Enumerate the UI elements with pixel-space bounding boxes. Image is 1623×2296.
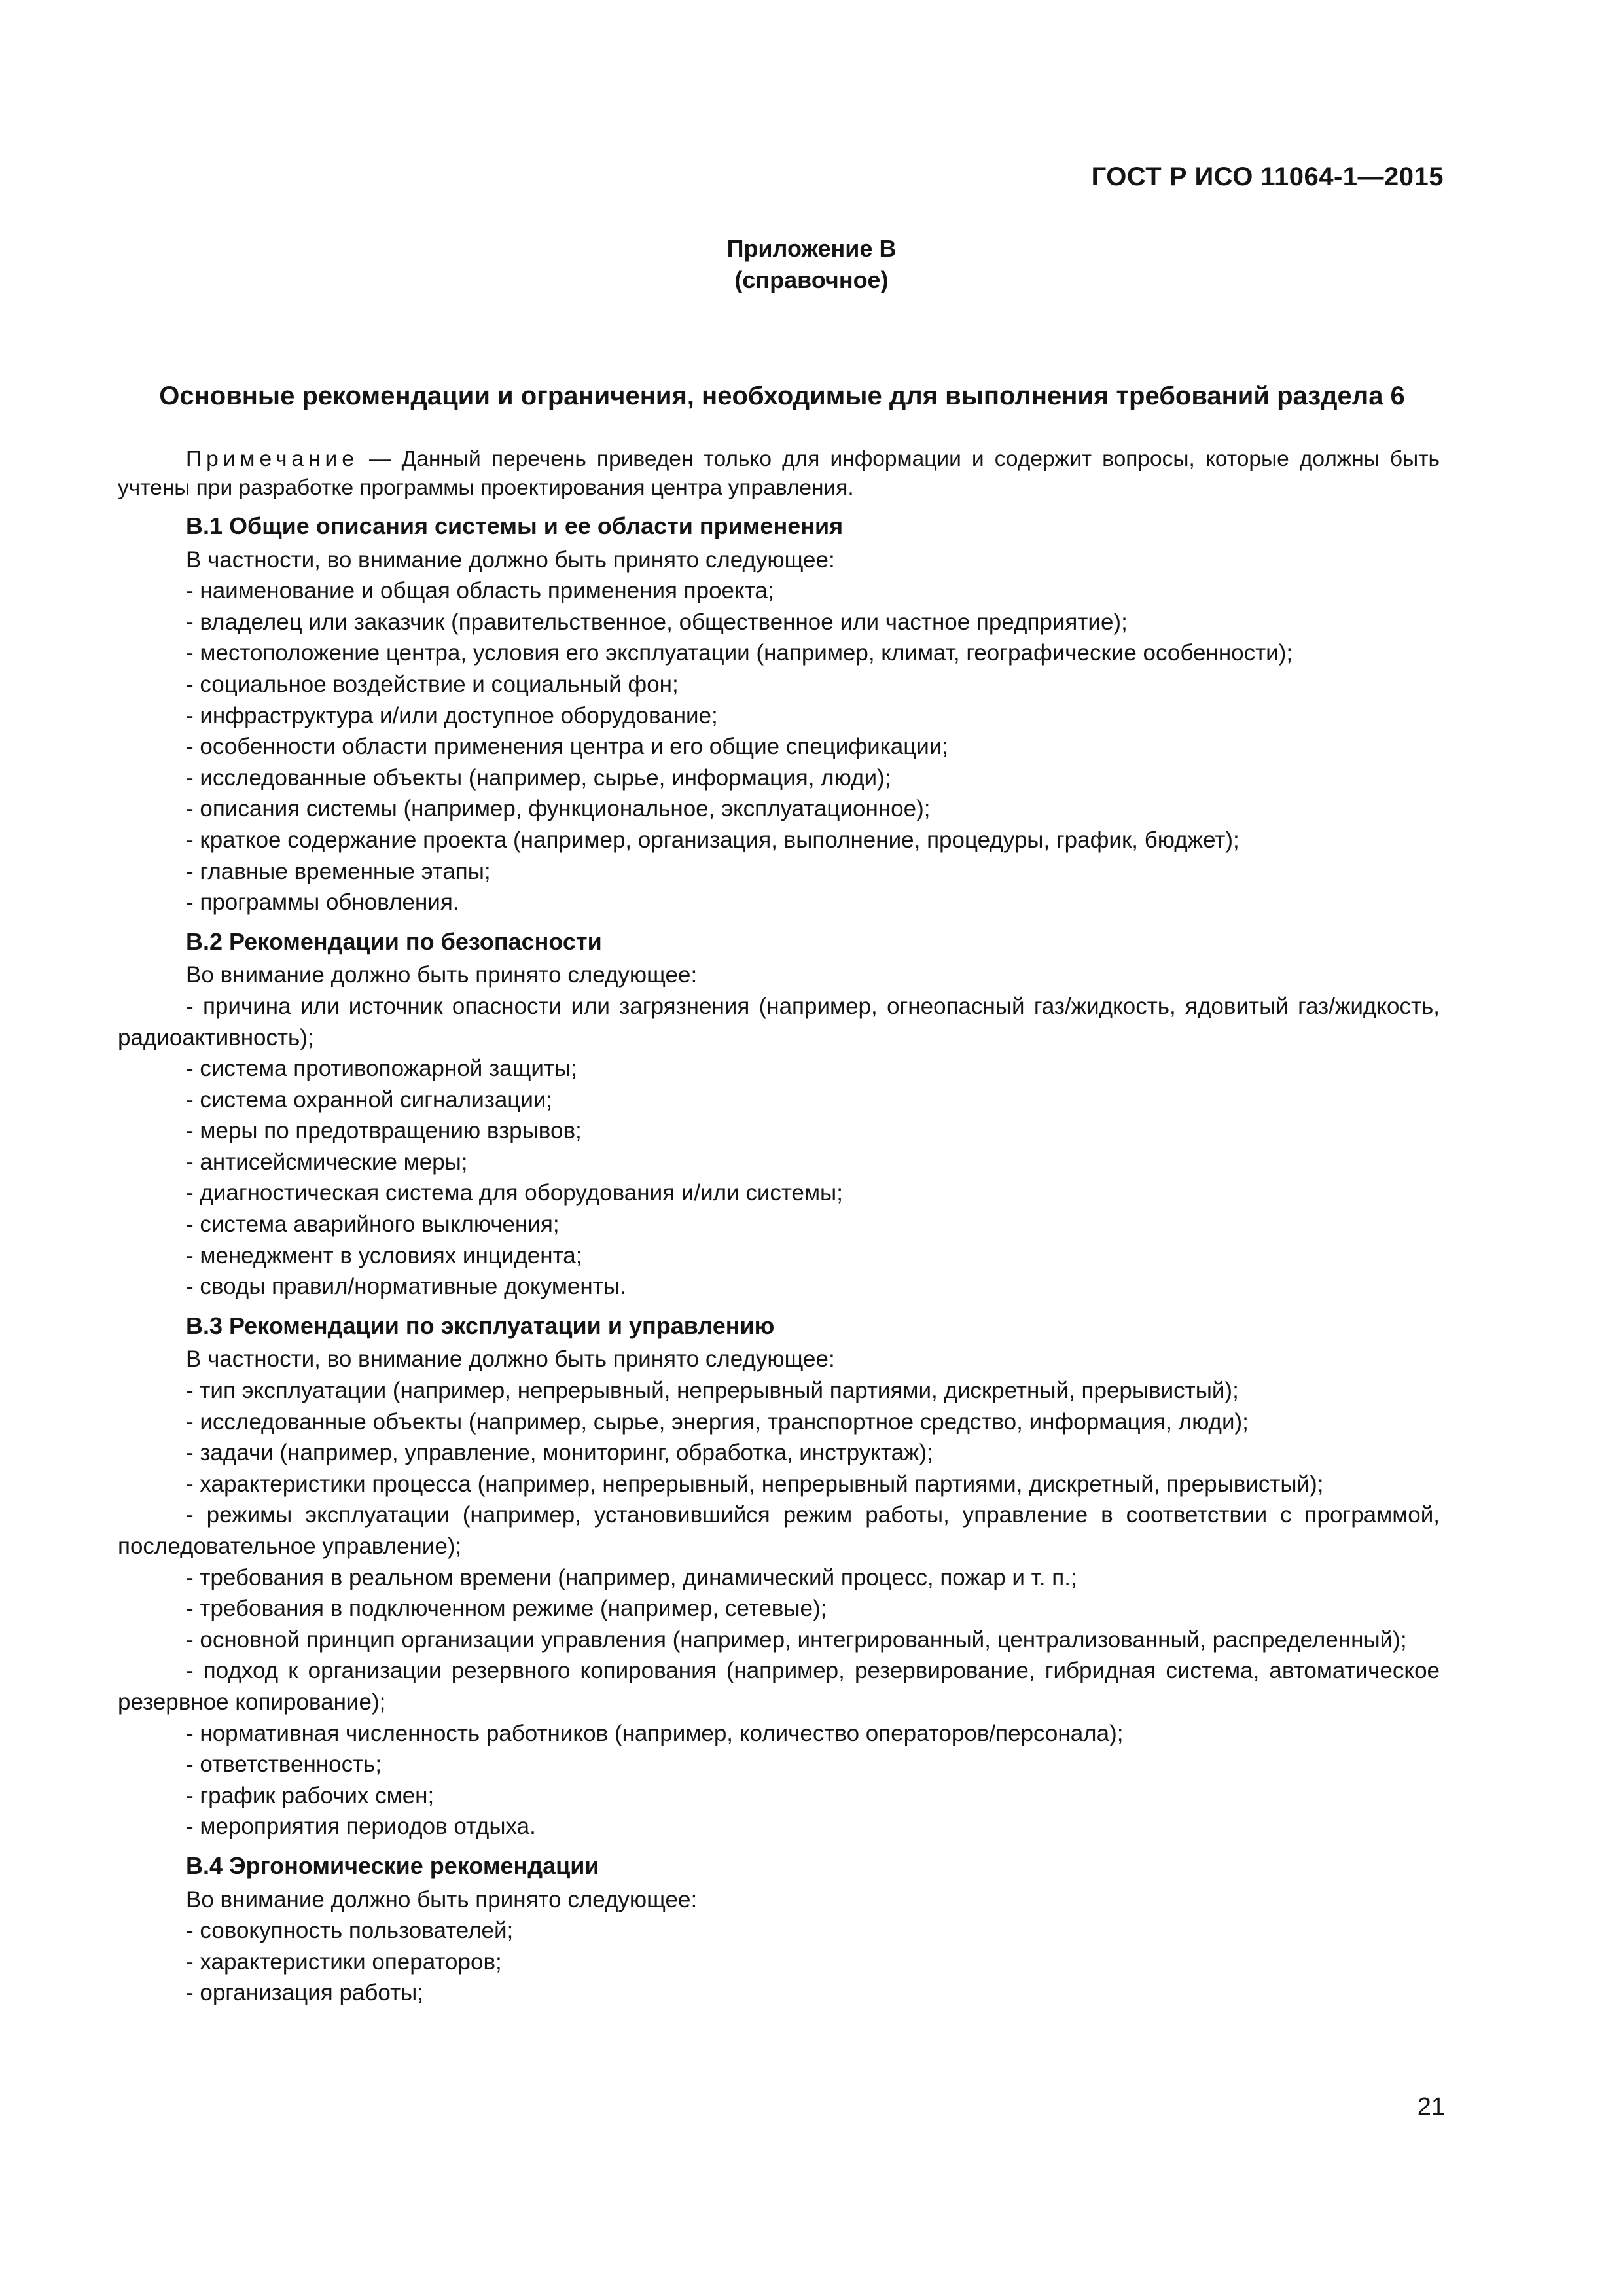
list-item: - график рабочих смен; [186, 1782, 435, 1808]
page-number: 21 [1417, 2093, 1445, 2121]
section-heading: В.1 Общие описания системы и ее области применения [186, 512, 844, 539]
list-item: - программы обновления. [186, 889, 459, 916]
list-item: - главные временные этапы; [186, 858, 491, 884]
list-item: - инфраструктура и/или доступное оборудование; [186, 702, 718, 728]
annex-title: Основные рекомендации и ограничения, необходимые для выполнения требований раздела 6 [159, 382, 1405, 410]
list-item: - задачи (например, управление, мониторинг, обработка, инструктаж); [186, 1440, 933, 1466]
list-item: - менеджмент в условиях инцидента; [186, 1242, 582, 1268]
list-item: - требования в реальном времени (например, динамический процесс, пожар и т. п.; [186, 1564, 1077, 1590]
list-item: - мероприятия периодов отдыха. [186, 1814, 536, 1840]
list-item: - организация работы; [186, 1980, 424, 2006]
list-item: - наименование и общая область применения проекта; [186, 578, 774, 604]
list-item: - режимы эксплуатации (например, установившийся режим работы, управление в соответствии с программой, последовательное управление); [118, 1502, 1440, 1559]
list-item: - социальное воздействие и социальный фон; [186, 671, 679, 697]
list-item: - характеристики операторов; [186, 1948, 502, 1975]
list-item: - совокупность пользователей; [186, 1918, 514, 1944]
list-item: - местоположение центра, условия его эксплуатации (например, климат, географические особенности); [186, 640, 1293, 666]
list-item: - подход к организации резервного копирования (например, резервирование, гибридная система, автоматическое резервное копирование); [118, 1658, 1440, 1715]
list-item: - тип эксплуатации (например, непрерывный, непрерывный партиями, дискретный, прерывистый); [186, 1378, 1239, 1404]
list-item: - особенности области применения центра и его общие спецификации; [186, 734, 949, 760]
list-item: - основной принцип организации управления (например, интегрированный, централизованный, распределенный); [186, 1626, 1407, 1653]
list-item: - своды правил/нормативные документы. [186, 1274, 626, 1300]
list-item: - владелец или заказчик (правительственное, общественное или частное предприятие); [186, 609, 1128, 635]
list-item: - меры по предотвращению взрывов; [186, 1118, 582, 1144]
note-text: — Данный перечень приведен только для информации и содержит вопросы, которые должны быть учтены при разработке программы проектирования центра управления. [118, 447, 1440, 500]
document-body [118, 445, 1440, 2009]
section-intro: В частности, во внимание должно быть принято следующее: [186, 1346, 835, 1372]
section-intro: Во внимание должно быть принято следующее: [186, 1886, 698, 1912]
section-heading: В.4 Эргономические рекомендации [186, 1852, 599, 1879]
section-heading: В.3 Рекомендации по эксплуатации и управлению [186, 1312, 775, 1339]
list-item: - краткое содержание проекта (например, организация, выполнение, процедуры, график, бюджет); [186, 827, 1240, 853]
note-paragraph [118, 445, 1440, 503]
list-item: - система охранной сигнализации; [186, 1086, 553, 1113]
list-item: - причина или источник опасности или загрязнения (например, огнеопасный газ/жидкость, ядовитый газ/жидкость, радиоактивность); [118, 993, 1440, 1050]
sections-container [118, 511, 1440, 2009]
list-item: - антисейсмические меры; [186, 1149, 468, 1175]
list-item: - исследованные объекты (например, сырье, энергия, транспортное средство, информация, люди); [186, 1408, 1249, 1435]
section-intro: В частности, во внимание должно быть принято следующее: [186, 547, 835, 573]
list-item: - нормативная численность работников (например, количество операторов/персонала); [186, 1720, 1124, 1746]
note-label: Примечание [186, 447, 359, 471]
annex-heading [0, 233, 1623, 296]
section-heading: В.2 Рекомендации по безопасности [186, 927, 602, 955]
annex-type: (справочное) [734, 266, 889, 293]
list-item: - диагностическая система для оборудования и/или системы; [186, 1180, 843, 1206]
list-item: - система аварийного выключения; [186, 1211, 560, 1238]
list-item: - характеристики процесса (например, непрерывный, непрерывный партиями, дискретный, прерывистый); [186, 1471, 1324, 1497]
section-intro: Во внимание должно быть принято следующее: [186, 962, 698, 988]
list-item: - исследованные объекты (например, сырье, информация, люди); [186, 764, 891, 791]
list-item: - система противопожарной защиты; [186, 1056, 577, 1082]
list-item: - ответственность; [186, 1751, 382, 1778]
annex-label: Приложение В [726, 235, 897, 262]
list-item: - описания системы (например, функциональное, эксплуатационное); [186, 796, 931, 822]
standard-number: ГОСТ Р ИСО 11064-1—2015 [1091, 162, 1444, 191]
list-item: - требования в подключенном режиме (например, сетевые); [186, 1596, 827, 1622]
